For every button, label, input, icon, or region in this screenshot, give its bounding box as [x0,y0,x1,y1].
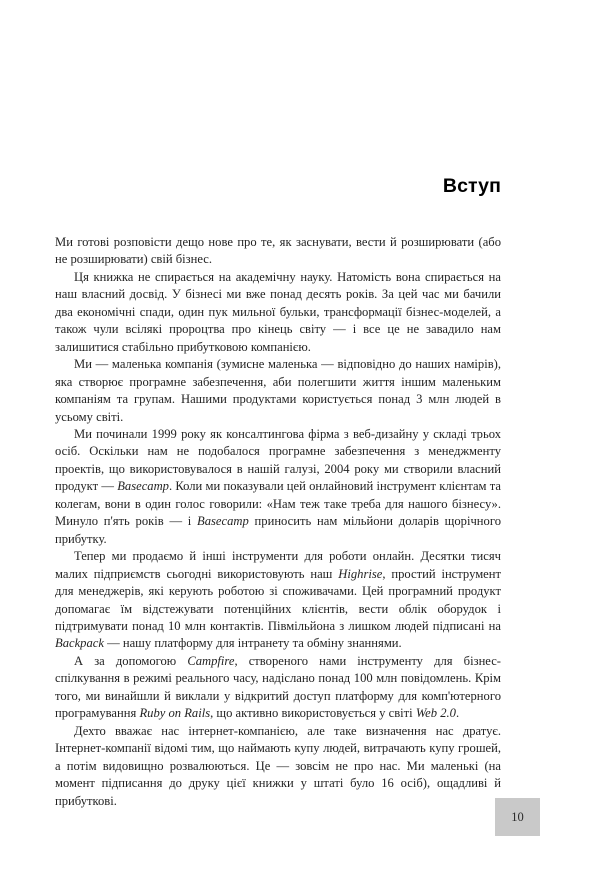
product-name: Campfire [187,653,235,668]
body-text-column [55,234,501,810]
paragraph [55,548,501,653]
text-run: приносить нам мільйони доларів щорічного прибутку. [55,514,501,546]
paragraph [55,356,501,426]
text-run: , простий інструмент для менеджерів, які керують роботою зі споживачами. Цей програмний продукт допомагає їм відстежувати потенційних клієнтів, вести облік оборудок і підтримувати понад 10 млн контактів. Півмільйона з лишком людей підписані на [55,566,501,633]
text-run: Ми готові розповісти дещо нове про те, як заснувати, вести й розширювати (або не розширювати) свій бізнес. [55,235,501,267]
text-run: Дехто вважає нас інтернет-компанією, але таке визначення нас дратує. Інтернет-компанії відомі тим, що наймають купу людей, витрачають купу грошей, а потім видовищно розвалюються. Це — зовсім не про нас. Ми маленькі (на момент підписання до друку цієї книжки у штаті було 16 осіб), ощадливі й прибуткові. [55,723,501,808]
text-run: , що активно використовується у світі [210,706,416,721]
text-run: — нашу платформу для інтранету та обміну знаннями. [103,636,402,651]
page-title: Вступ [442,175,501,197]
product-name: Basecamp [117,479,169,494]
text-run: Ця книжка не спирається на академічну науку. Натомість вона спирається на наш власний досвід. У бізнесі ми вже понад десять років. За цей час ми бачили два економічні спади, один пук мильної бульки, трансформації бізнес-моделей, а також чули всілякі пророцтва про кінець світу — і все це не завадило нам залишитися стабільно прибутковою компанією. [55,269,501,354]
text-run: , створеного нами інструменту для бізнес-спілкування в режимі реального часу, надіслано понад 100 млн повідомлень. Крім того, ми винайшли й виклали у відкритий доступ платформу для комп'ютерного програмування [55,653,501,721]
product-name: Web 2.0 [415,706,456,721]
page-number-badge [495,798,540,836]
paragraph [55,426,501,548]
text-run: . Коли ми показували цей онлайновий інструмент клієнтам та колегам, вони в один голос говорили: «Нам теж таке треба для нашого бізнесу». Минуло п'ять років — і [55,479,502,529]
text-run: А за допомогою [74,653,188,668]
paragraph [55,653,501,723]
product-name: Highrise [338,566,383,581]
product-name: Ruby on Rails [139,706,211,721]
page-number: 10 [511,809,524,824]
paragraph [55,269,501,356]
paragraph [55,234,501,269]
product-name: Backpack [55,636,104,651]
product-name: Basecamp [197,514,249,529]
paragraph [55,723,501,810]
text-run: . [455,706,460,721]
text-run: Ми починали 1999 року як консалтингова фірма з веб-дизайну у складі трьох осіб. Оскільки нам не подобалося програмне забезпечення з менеджменту проектів, що використовувалося в нашій галузі, 2004 року ми створили власний продукт — [55,426,501,494]
text-run: Ми — маленька компанія (зумисне маленька — відповідно до наших намірів), яка створює програмне забезпечення, аби полегшити життя іншим маленьким компаніям та групам. Нашими продуктами користується понад 3 млн людей в усьому світі. [55,357,501,424]
text-run: Тепер ми продаємо й інші інструменти для роботи онлайн. Десятки тисяч малих підприємств сьогодні використовують наш [55,549,501,581]
